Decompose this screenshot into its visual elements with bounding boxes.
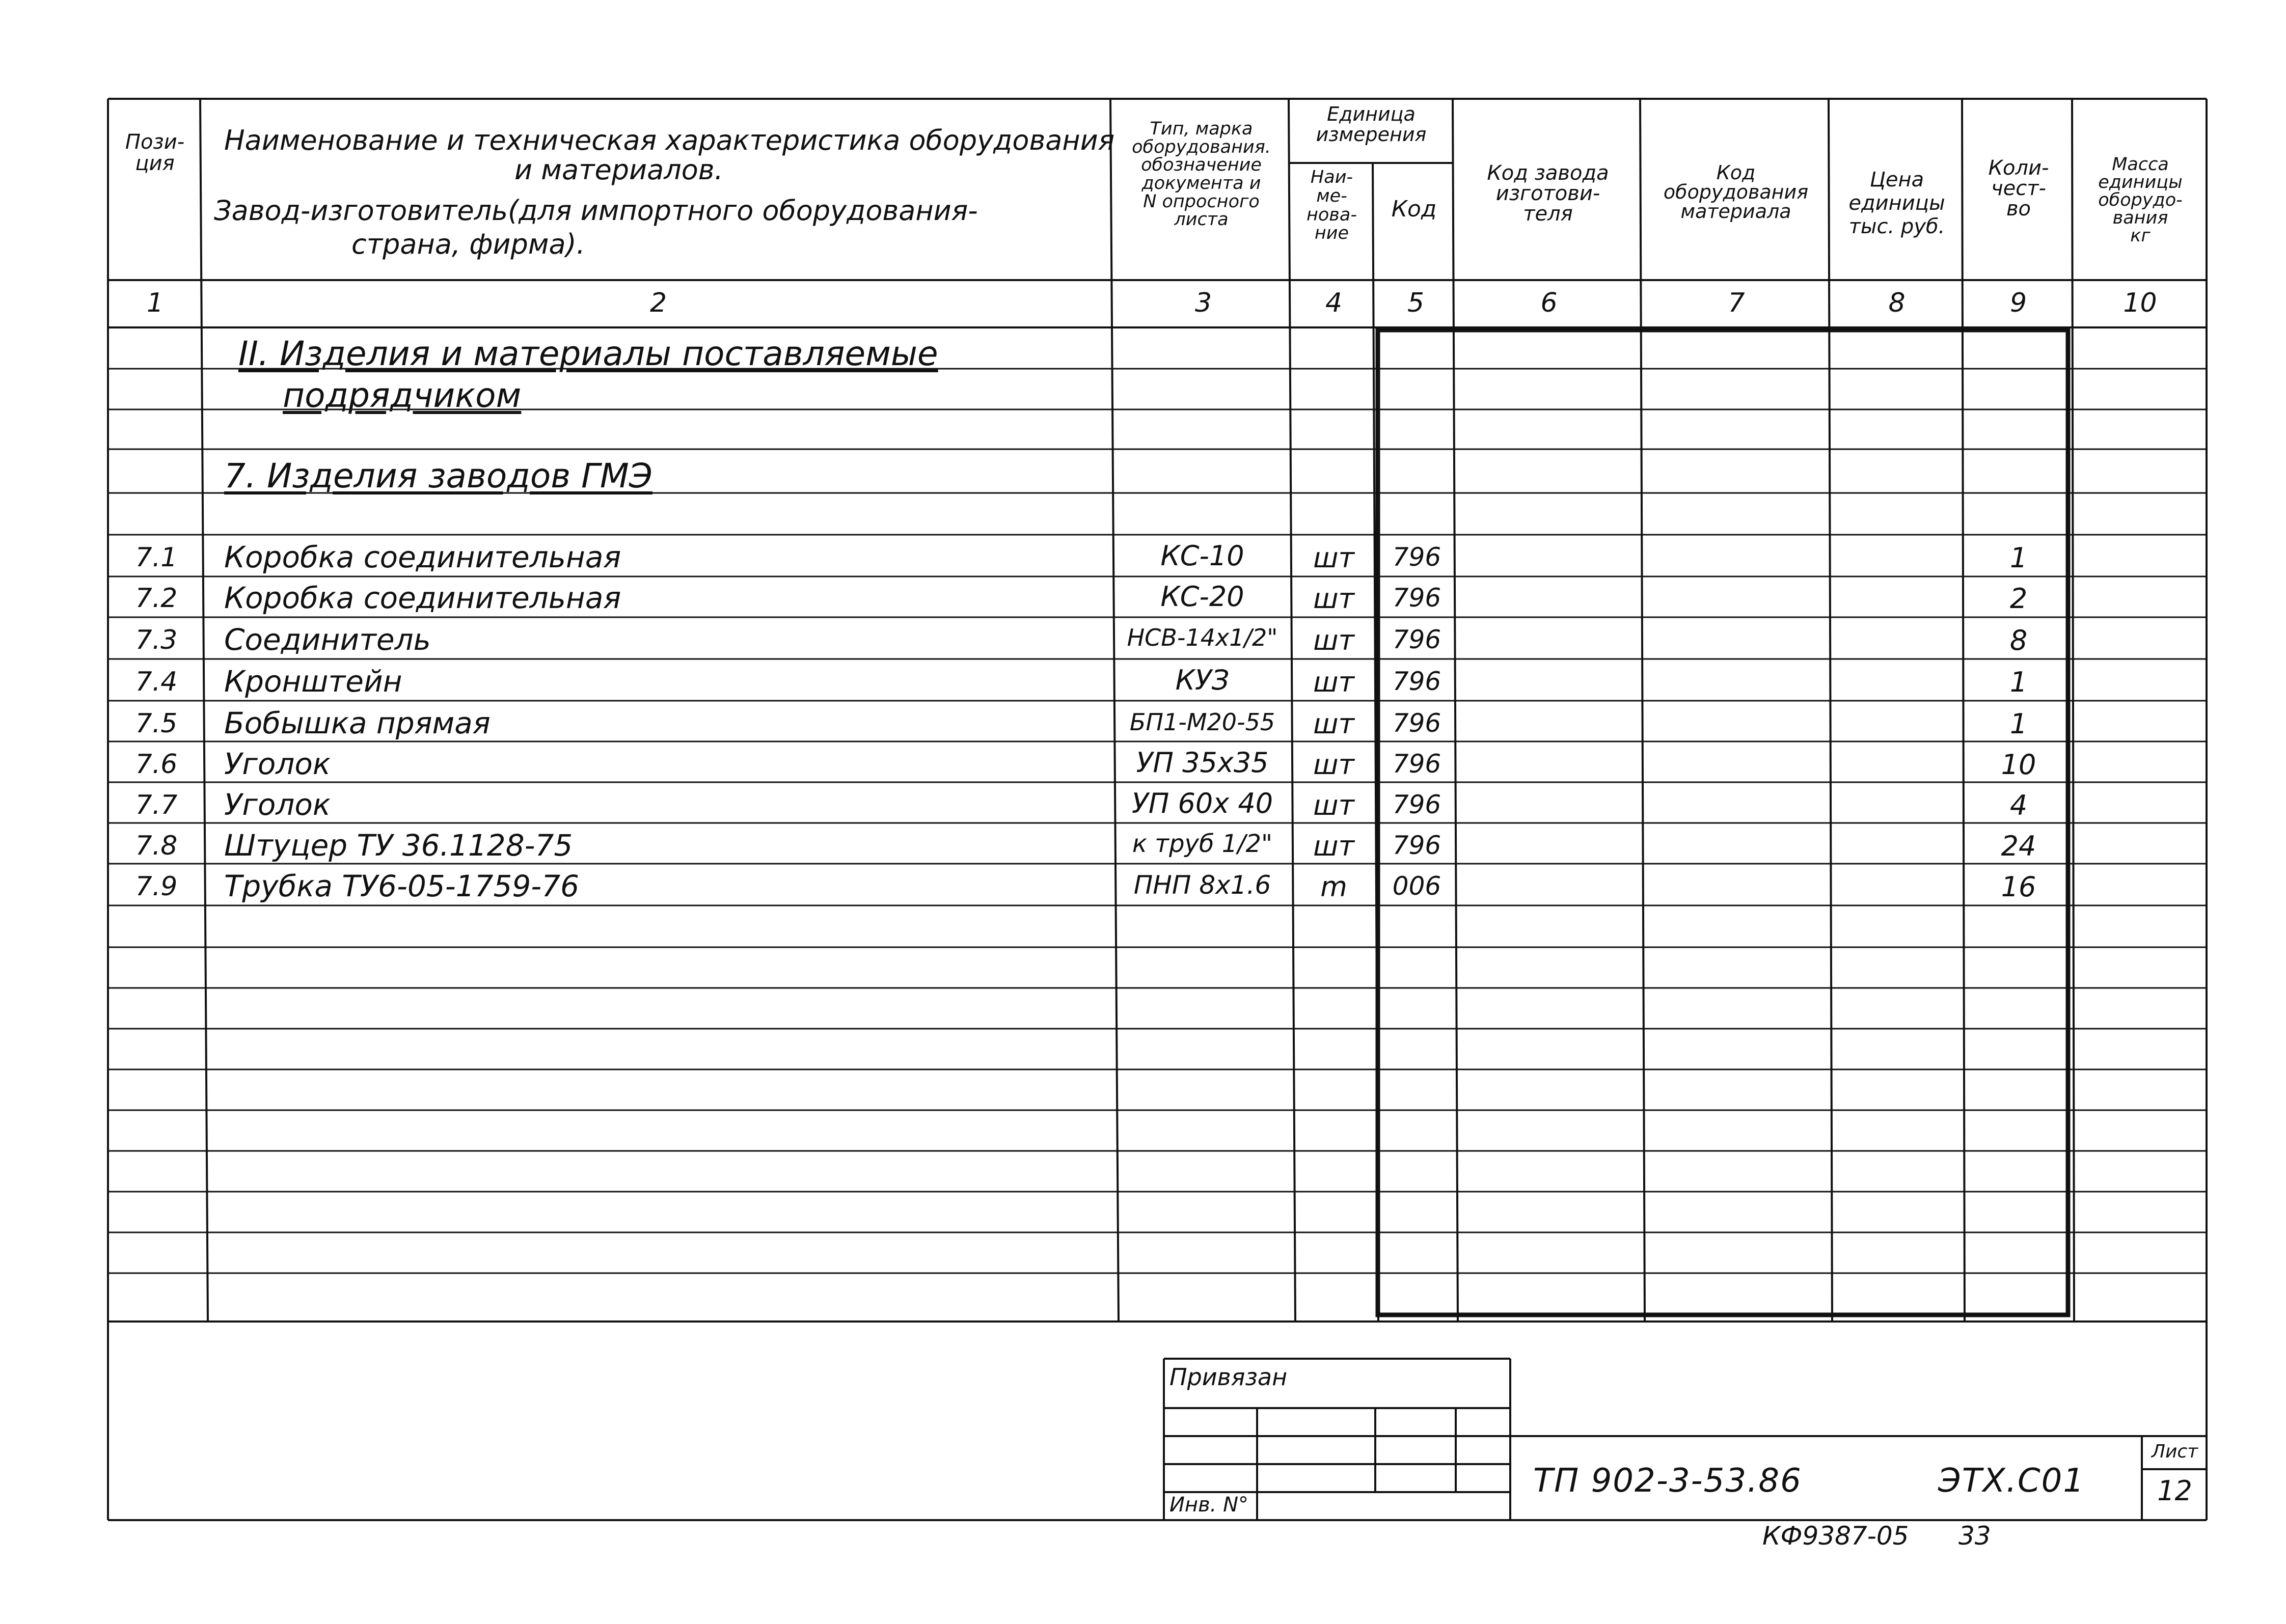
header-unit-code: Код [1391, 196, 1437, 222]
row-lines [108, 369, 2207, 1273]
archive-code: КФ9387-05 [1762, 1521, 1909, 1551]
colnum-10: 10 [2123, 288, 2157, 318]
document-number: ТП 902-3-53.86 [1533, 1462, 1802, 1500]
item-quantity: 8 [2009, 624, 2028, 656]
colnum-2: 2 [649, 288, 667, 318]
item-code: 796 [1392, 708, 1441, 738]
item-type: КУЗ [1175, 664, 1230, 696]
section-title-line2: подрядчиком [283, 376, 522, 415]
item-unit: шт [1313, 542, 1354, 574]
item-position: 7.7 [135, 790, 178, 820]
item-code: 796 [1392, 831, 1441, 860]
item-code: 796 [1392, 749, 1441, 779]
item-name: Коробка соединительная [224, 581, 621, 615]
item-code: 796 [1392, 667, 1441, 696]
item-name: Уголок [224, 747, 331, 781]
colnum-5: 5 [1407, 288, 1425, 318]
colnum-7: 7 [1728, 288, 1745, 318]
item-position: 7.1 [135, 542, 178, 573]
item-position: 7.3 [135, 625, 178, 655]
item-name: Штуцер ТУ 36.1128-75 [224, 828, 573, 863]
header-name-line2: и материалов. [514, 154, 723, 186]
item-unit: шт [1313, 624, 1354, 656]
item-code: 796 [1392, 542, 1441, 572]
item-quantity: 1 [2009, 708, 2028, 740]
item-type: УП 60х 40 [1131, 787, 1273, 819]
col-sep-7 [1829, 99, 1832, 1322]
item-unit: шт [1313, 666, 1354, 698]
item-unit: шт [1313, 749, 1354, 781]
header-name-line4: страна, фирма). [351, 228, 585, 260]
item-unit: шт [1313, 708, 1354, 740]
item-quantity: 16 [2001, 871, 2036, 903]
header-unit-group: Единица измерения [1316, 103, 1427, 146]
item-type: ПНП 8х1.6 [1133, 870, 1271, 900]
section-title-line1: II. Изделия и материалы поставляемые [238, 334, 938, 373]
col-sep-6 [1640, 99, 1645, 1322]
header-name-line3: Завод-изготовитель(для импортного оборудования- [214, 195, 978, 227]
header-equipment-code: Код оборудования материала [1663, 161, 1809, 223]
item-unit: m [1320, 871, 1347, 903]
item-position: 7.9 [135, 871, 178, 902]
stamp-inventory-label: Инв. N° [1169, 1493, 1248, 1517]
header-factory-code: Код завода изготови- теля [1487, 161, 1609, 226]
item-name: Соединитель [224, 622, 431, 657]
colnum-1: 1 [146, 288, 164, 318]
item-name: Трубка ТУ6-05-1759-76 [224, 869, 580, 903]
header-name-line1: Наименование и техническая характеристика оборудования [224, 124, 1115, 156]
item-position: 7.8 [135, 831, 178, 861]
item-unit: шт [1313, 789, 1354, 821]
item-unit: шт [1313, 830, 1354, 862]
colnum-3: 3 [1194, 288, 1212, 318]
item-name: Уголок [224, 787, 331, 822]
item-position: 7.5 [135, 708, 178, 739]
item-type: к труб 1/2" [1132, 830, 1273, 858]
header-position: Пози- ция [125, 130, 185, 175]
item-code: 796 [1392, 625, 1441, 654]
item-type: УП 35х35 [1136, 747, 1269, 779]
document-code: ЭТХ.С01 [1938, 1462, 2085, 1500]
item-code: 796 [1392, 583, 1441, 613]
item-quantity: 1 [2009, 542, 2028, 574]
colnum-6: 6 [1540, 288, 1558, 318]
item-position: 7.6 [135, 749, 178, 780]
header-unit-name: Наи- ме- нова- ние [1306, 167, 1357, 244]
header-price: Цена единицы тыс. руб. [1848, 168, 1945, 238]
item-type: НСВ-14х1/2" [1127, 624, 1278, 651]
sheet-label: Лист [2151, 1441, 2198, 1462]
item-code: 796 [1392, 790, 1441, 819]
colnum-8: 8 [1888, 288, 1906, 318]
item-type: КС-10 [1160, 540, 1244, 572]
item-position: 7.2 [135, 583, 178, 614]
section-subtitle: 7. Изделия заводов ГМЭ [224, 456, 652, 496]
item-quantity: 10 [2001, 749, 2036, 781]
item-quantity: 2 [2009, 583, 2028, 615]
item-quantity: 1 [2009, 666, 2028, 698]
header-quantity: Коли- чест- во [1988, 156, 2049, 221]
item-type: БП1-М20-55 [1129, 708, 1275, 736]
item-quantity: 24 [2001, 830, 2036, 862]
item-position: 7.4 [135, 667, 178, 697]
stamp-linked-label: Привязан [1169, 1363, 1288, 1391]
item-code: 006 [1392, 871, 1441, 901]
sheet-number: 12 [2157, 1475, 2192, 1507]
colnum-9: 9 [2009, 288, 2027, 318]
item-type: КС-20 [1160, 581, 1244, 613]
item-name: Бобышка прямая [224, 706, 491, 740]
archive-page-number: 33 [1958, 1521, 1991, 1551]
colnum-4: 4 [1325, 288, 1343, 318]
item-name: Кронштейн [224, 664, 402, 699]
item-quantity: 4 [2009, 789, 2028, 821]
item-name: Коробка соединительная [224, 540, 621, 574]
header-mass: Масса единицы оборудо- вания кг [2098, 154, 2183, 246]
item-unit: шт [1313, 583, 1354, 615]
header-type: Тип, марка оборудования. обозначение документа и N опросного листа [1132, 119, 1271, 230]
